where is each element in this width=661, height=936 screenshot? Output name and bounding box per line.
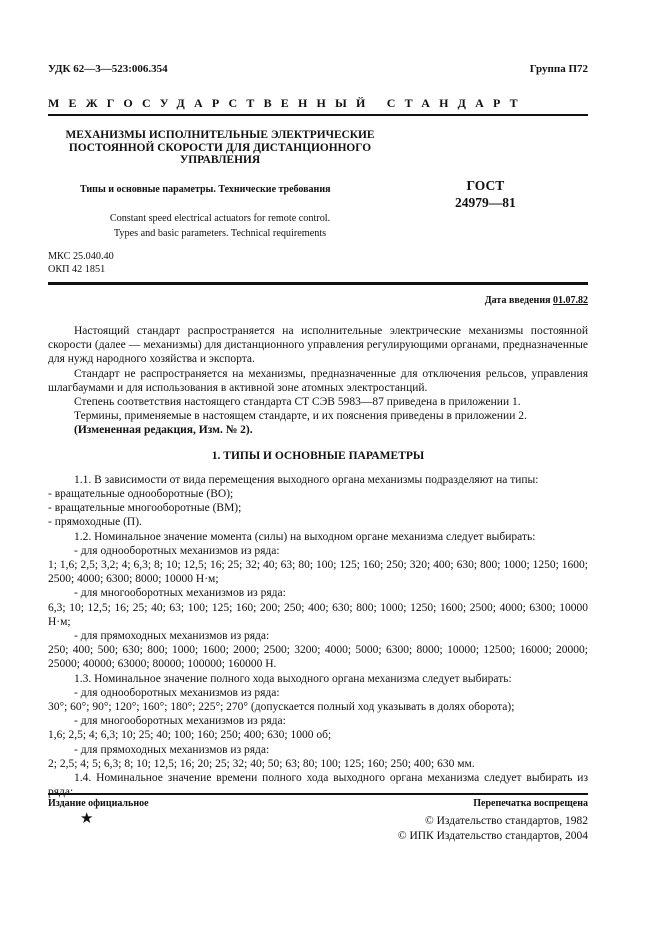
star-icon: ★ <box>80 811 94 827</box>
title-line: ПОСТОЯННОЙ СКОРОСТИ ДЛЯ ДИСТАНЦИОННОГО <box>68 141 372 154</box>
gost-label: ГОСТ <box>466 178 505 193</box>
clause-1-2: 1.2. Номинальное значение момента (силы) на выходном органе механизма следует выбирать: <box>74 530 536 543</box>
clause-1-4: 1.4. Номинальное значение времени полного хода выходного органа механизма следует выбирать из <box>74 772 588 785</box>
middle-rule <box>48 282 588 285</box>
value-series: 30°; 60°; 90°; 120°; 160°; 180°; 225°; 270° (допускается полный ход указывать в долях оборота); <box>48 701 515 714</box>
udk-code: УДК 62—3—523:006.354 <box>48 63 168 75</box>
value-series: 1; 1,6; 2,5; 3,2; 4; 6,3; 8; 10; 12,5; 16; 25; 32; 40; 63; 80; 100; 125; 160; 250; 320; 400; 630; 800; 1000; 1250; 1600; 2500; 4000; 6300; 8000; 10000 Н·м; <box>48 559 588 586</box>
classification-codes <box>48 250 114 276</box>
bottom-rule <box>48 793 588 795</box>
intro-date-value: 01.07.82 <box>553 295 588 306</box>
paragraph: Настоящий стандарт распространяется на исполнительные электрические механизмы постоянной скорости (далее — механизмы) для дистанционного управления регулирующими органами, предназначенные для нужд народного хозяйства и экспорта. <box>48 325 588 366</box>
mks-code: МКС 25.040.40 <box>48 251 114 262</box>
english-title-line: Constant speed electrical actuators for remote control. <box>109 213 331 224</box>
document-title <box>55 129 385 167</box>
copyright-line: © Издательство стандартов, 1982 <box>424 815 588 827</box>
list-item: - вращательные однооборотные (ВО); <box>48 488 234 501</box>
value-series: 250; 400; 500; 630; 800; 1000; 1600; 2000; 2500; 3200; 4000; 5000; 6300; 8000; 10000; 12500; 16000; 20000; 25000; 40000; 63000; 80000; 100000; 160000 Н. <box>48 644 588 671</box>
section-heading: 1. ТИПЫ И ОСНОВНЫЕ ПАРАМЕТРЫ <box>211 449 425 462</box>
list-item: - для однооборотных механизмов из ряда: <box>74 686 280 699</box>
gost-designation <box>455 177 516 211</box>
gost-number: 24979—81 <box>455 195 516 210</box>
list-item: - прямоходные (П). <box>48 516 142 529</box>
value-series: 1,6; 2,5; 4; 6,3; 10; 25; 40; 100; 160; 250; 400; 630; 1000 об; <box>48 729 332 742</box>
copyright-line: © ИПК Издательство стандартов, 2004 <box>397 830 588 842</box>
clause-1-3: 1.3. Номинальное значение полного хода выходного органа механизма следует выбирать: <box>74 672 512 685</box>
paragraph: Стандарт не распространяется на механизмы, предназначенные для отключения рельсов, управления шлагбаумами и для использования в активной зоне атомных электростанций. <box>48 367 588 394</box>
value-series: 2; 2,5; 4; 5; 6,3; 8; 10; 12,5; 16; 20; 25; 32; 40; 50; 63; 80; 100; 125; 160; 250; 400; 630 мм. <box>48 757 475 770</box>
document-subtitle: Типы и основные параметры. Технические требования <box>80 184 331 195</box>
interstate-standard-heading: МЕЖГОСУДАРСТВЕННЫЙ СТАНДАРТ <box>48 96 527 110</box>
list-item: - вращательные многооборотные (ВМ); <box>48 502 242 515</box>
english-title <box>70 211 370 241</box>
english-title-line: Types and basic parameters. Technical requirements <box>113 228 327 239</box>
group-code: Группа П72 <box>529 63 588 75</box>
document-body <box>48 324 588 800</box>
intro-date <box>485 295 588 306</box>
list-item: - для прямоходных механизмов из ряда: <box>74 630 270 643</box>
official-edition: Издание официальное <box>48 798 149 809</box>
list-item: - для многооборотных механизмов из ряда: <box>74 715 286 728</box>
list-item: - для прямоходных механизмов из ряда: <box>74 743 270 756</box>
reprint-prohibited: Перепечатка воспрещена <box>473 798 588 809</box>
paragraph: Термины, применяемые в настоящем стандарте, и их пояснения приведены в приложении 2. <box>74 410 527 423</box>
paragraph: Степень соответствия настоящего стандарта СТ СЭВ 5983—87 приведена в приложении 1. <box>74 396 521 409</box>
title-line: УПРАВЛЕНИЯ <box>179 154 261 166</box>
clause-1-1: 1.1. В зависимости от вида перемещения выходного органа механизмы подразделяют на типы: <box>74 473 539 486</box>
value-series: 6,3; 10; 12,5; 16; 25; 40; 63; 100; 125; 160; 200; 250; 400; 630; 800; 1000; 1250; 1600; 2500; 4000; 6300; 10000 Н·м; <box>48 601 588 628</box>
copyright <box>398 814 588 844</box>
okp-code: ОКП 42 1851 <box>48 264 106 275</box>
list-item: - для однооборотных механизмов из ряда: <box>74 544 280 557</box>
top-rule <box>48 114 588 116</box>
list-item: - для многооборотных механизмов из ряда: <box>74 587 286 600</box>
title-line: МЕХАНИЗМЫ ИСПОЛНИТЕЛЬНЫЕ ЭЛЕКТРИЧЕСКИЕ <box>65 129 375 141</box>
intro-date-label: Дата введения <box>484 295 551 306</box>
amendment-note: (Измененная редакция, Изм. № 2). <box>74 424 253 437</box>
